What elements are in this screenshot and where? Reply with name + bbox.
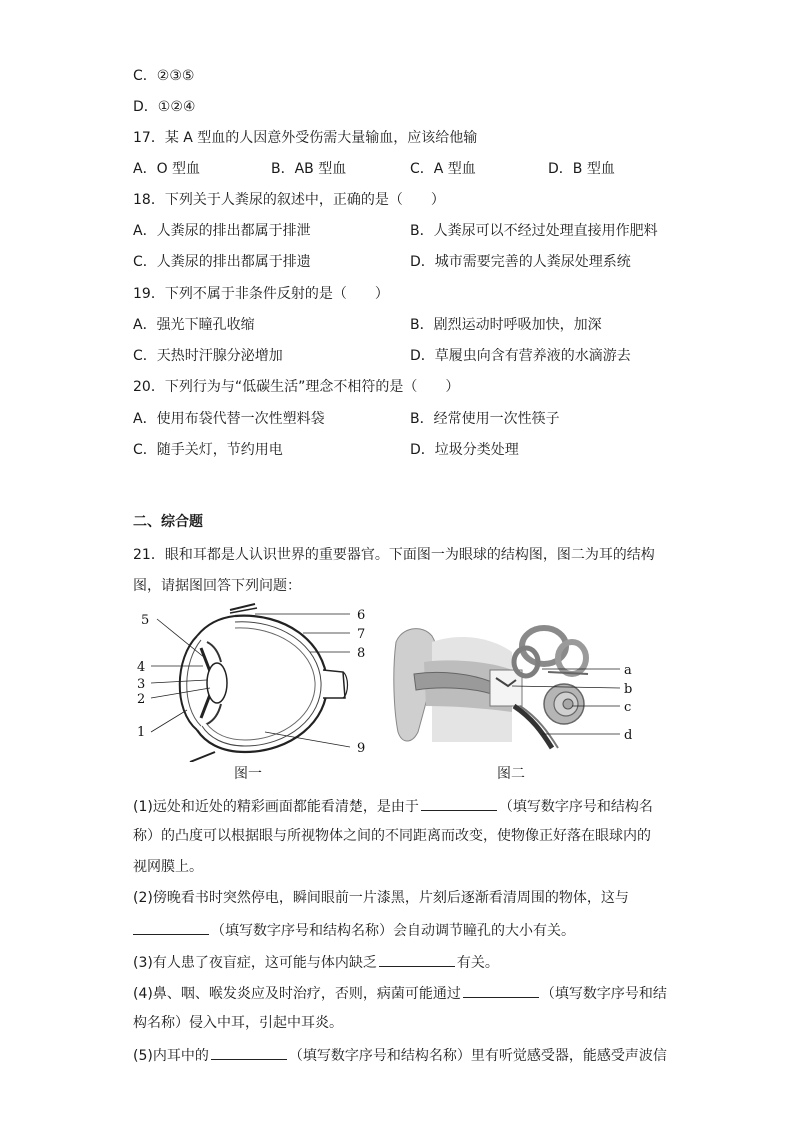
q19-option-d: D．草履虫向含有营养液的水滴游去: [410, 348, 631, 364]
q18-option-c: C．人粪尿的排出都属于排遗: [133, 254, 311, 270]
q21-part-2-line-2: （填写数字序号和结构名称）会自动调节瞳孔的大小有关。: [133, 919, 575, 941]
q16-option-d: D．①②④: [133, 99, 196, 115]
q21-part-5-line-1: (5)内耳中的 （填写数字序号和结构名称）里有听觉感受器，能感受声波信: [133, 1044, 667, 1066]
eye-label-4: 4: [137, 660, 146, 675]
eye-diagram: [135, 602, 375, 762]
figure-1-caption: 图一: [234, 766, 262, 782]
q21-part-4-line-2: 构名称）侵入中耳，引起中耳炎。: [133, 1015, 343, 1031]
answer-blank-1[interactable]: [421, 795, 497, 811]
q18-option-b: B．人粪尿可以不经过处理直接用作肥料: [410, 223, 658, 239]
section-title: 二、综合题: [133, 514, 203, 530]
eye-label-5: 5: [141, 613, 150, 628]
eye-label-7: 7: [357, 627, 366, 642]
q19-option-a: A．强光下瞳孔收缩: [133, 317, 255, 333]
q21-part-2-line-1: (2)傍晚看书时突然停电，瞬间眼前一片漆黑，片刻后逐渐看清周围的物体，这与: [133, 890, 629, 906]
eye-label-6: 6: [357, 608, 366, 623]
q20-option-a: A．使用布袋代替一次性塑料袋: [133, 411, 325, 427]
q21-intro-line-2: 图，请据图回答下列问题：: [133, 578, 301, 594]
q20-option-b: B．经常使用一次性筷子: [410, 411, 560, 427]
q21-part-1-line-1: (1)远处和近处的精彩画面都能看清楚，是由于 （填写数字序号和结构名: [133, 795, 653, 817]
answer-blank-4[interactable]: [463, 982, 539, 998]
answer-blank-5[interactable]: [211, 1044, 287, 1060]
q17-stem: 17．某 A 型血的人因意外受伤需大量输血，应该给他输: [133, 130, 478, 146]
figure-2-caption: 图二: [497, 766, 525, 782]
ear-label-a: a: [624, 663, 632, 678]
q21-part-1-line-2: 称）的凸度可以根据眼与所视物体之间的不同距离而改变，使物像正好落在眼球内的: [133, 828, 651, 844]
eye-label-2: 2: [137, 692, 146, 707]
q20-option-c: C．随手关灯，节约用电: [133, 442, 283, 458]
q19-option-c: C．天热时汗腺分泌增加: [133, 348, 283, 364]
q17-option-b: B．AB 型血: [271, 161, 347, 177]
eye-label-9: 9: [357, 741, 366, 756]
answer-blank-2[interactable]: [133, 919, 209, 935]
q17-option-d: D．B 型血: [548, 161, 615, 177]
q18-option-d: D．城市需要完善的人粪尿处理系统: [410, 254, 631, 270]
q17-option-c: C．A 型血: [410, 161, 476, 177]
eye-label-8: 8: [357, 646, 366, 661]
q19-option-b: B．剧烈运动时呼吸加快，加深: [410, 317, 602, 333]
q21-part-4-line-1: (4)鼻、咽、喉发炎应及时治疗，否则，病菌可能通过 （填写数字序号和结: [133, 982, 667, 1004]
answer-blank-3[interactable]: [379, 951, 455, 967]
q18-option-a: A．人粪尿的排出都属于排泄: [133, 223, 311, 239]
q18-stem: 18．下列关于人粪尿的叙述中，正确的是（ ）: [133, 192, 445, 208]
ear-label-c: c: [624, 700, 632, 715]
eye-label-3: 3: [137, 677, 146, 692]
q20-stem: 20．下列行为与“低碳生活”理念不相符的是（ ）: [133, 379, 460, 395]
ear-label-b: b: [624, 682, 633, 697]
eye-label-1: 1: [137, 725, 146, 740]
q21-part-1-line-3: 视网膜上。: [133, 859, 203, 875]
q21-intro-line-1: 21．眼和耳都是人认识世界的重要器官。下面图一为眼球的结构图，图二为耳的结构: [133, 547, 655, 563]
q21-part-3: (3)有人患了夜盲症，这可能与体内缺乏 有关。: [133, 951, 499, 973]
ear-label-d: d: [624, 728, 633, 743]
ear-diagram: [392, 622, 642, 750]
q17-option-a: A．O 型血: [133, 161, 201, 177]
q20-option-d: D．垃圾分类处理: [410, 442, 519, 458]
q16-option-c: C．②③⑤: [133, 68, 195, 84]
q19-stem: 19．下列不属于非条件反射的是（ ）: [133, 286, 389, 302]
